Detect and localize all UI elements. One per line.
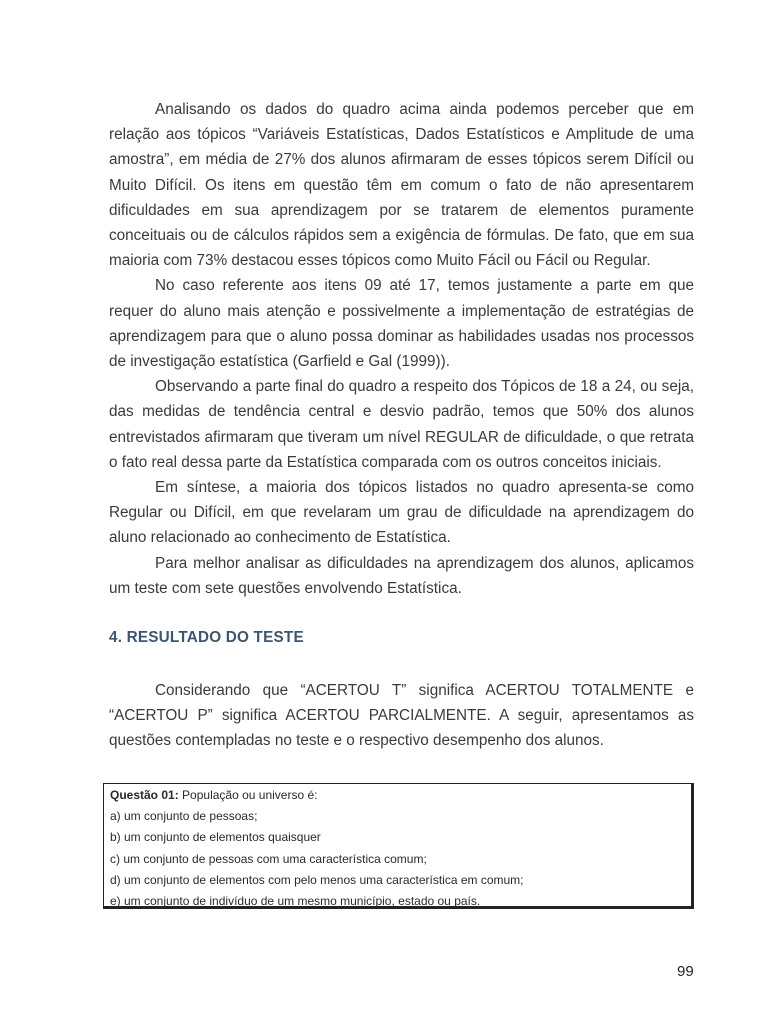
section-heading: 4. RESULTADO DO TESTE <box>109 629 304 646</box>
intro-paragraph: Considerando que “ACERTOU T” significa ACERTOU TOTALMENTE e “ACERTOU P” significa ACERTOU PARCIALMENTE. A seguir, apresentamos as questões contempladas no teste e o respectivo desempenho dos alunos. <box>109 682 694 750</box>
option-b: b) um conjunto de elementos quaisquer <box>110 830 321 845</box>
question-prompt: População ou universo é: <box>178 788 318 802</box>
option-c: c) um conjunto de pessoas com uma característica comum; <box>110 851 427 866</box>
paragraph-5: Para melhor analisar as dificuldades na aprendizagem dos alunos, aplicamos um teste com sete questões envolvendo Estatística. <box>109 554 694 597</box>
option-a: a) um conjunto de pessoas; <box>110 809 258 824</box>
paragraph-3: Observando a parte final do quadro a respeito dos Tópicos de 18 a 24, ou seja, das medidas de tendência central e desvio padrão, temos que 50% dos alunos entrevistados afirmaram que tiveram um nível REGULAR de dificuldade, o que retrata o fato real dessa parte da Estatística comparada com os outros conceitos iniciais. <box>109 378 694 471</box>
body-text <box>109 97 694 601</box>
paragraph-4: Em síntese, a maioria dos tópicos listados no quadro apresenta-se como Regular ou Difícil, em que revelaram um grau de dificuldade na aprendizagem do aluno relacionado ao conhecimento de Estatística. <box>109 479 694 547</box>
intro-text <box>109 678 694 754</box>
option-e: e) um conjunto de indivíduo de um mesmo município, estado ou país. <box>110 894 481 909</box>
question-label: Questão 01: <box>110 788 179 802</box>
option-d: d) um conjunto de elementos com pelo menos uma característica em comum; <box>110 872 524 887</box>
question-box <box>103 783 694 909</box>
paragraph-2: No caso referente aos itens 09 até 17, temos justamente a parte em que requer do aluno mais atenção e possivelmente a implementação de estratégias de aprendizagem para que o aluno possa dominar as habilidades usadas nos processos de investigação estatística (Garfield e Gal (1999)). <box>109 277 694 371</box>
question-header <box>110 785 691 806</box>
page-number: 99 <box>677 963 694 980</box>
paragraph-1: Analisando os dados do quadro acima ainda podemos perceber que em relação aos tópicos “Variáveis Estatísticas, Dados Estatísticos e Amplitude de uma amostra”, em média de 27% dos alunos afirmaram de esses tópicos serem Difícil ou Muito Difícil. Os itens em questão têm em comum o fato de não apresentarem dificuldades em sua aprendizagem por se tratarem de elementos puramente conceituais ou de cálculos rápidos sem a exigência de fórmulas. De fato, que em sua maioria com 73% destacou esses tópicos como Muito Fácil ou Fácil ou Regular. <box>109 101 694 270</box>
